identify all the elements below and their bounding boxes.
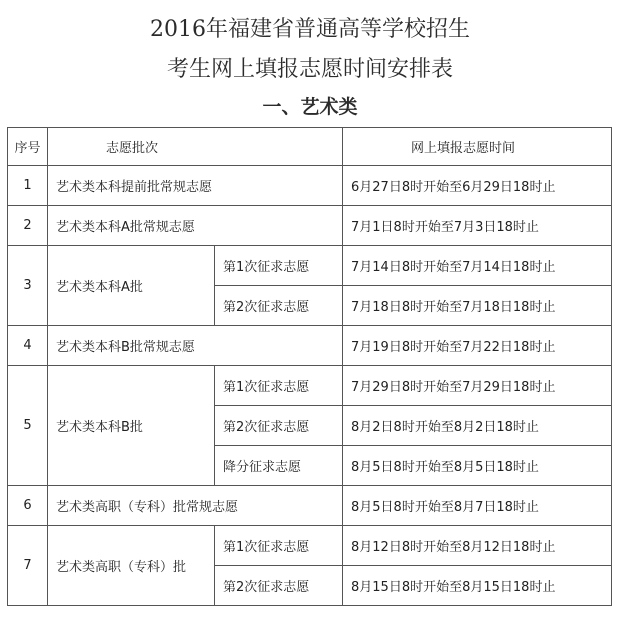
table-row: [8, 246, 612, 286]
batch-name: 艺术类本科A批常规志愿: [48, 206, 343, 246]
sub-batch-name: 第1次征求志愿: [215, 246, 343, 286]
sub-batch-name: 第2次征求志愿: [215, 286, 343, 326]
document-subtitle: 考生网上填报志愿时间安排表: [166, 57, 453, 82]
row-number: 4: [8, 326, 48, 366]
filing-time: 7月14日8时开始至7月14日18时止: [343, 246, 612, 286]
row-number: 1: [8, 166, 48, 206]
table-row: [8, 206, 612, 246]
table-row: [8, 366, 612, 406]
row-number: 7: [8, 526, 48, 606]
document-title: 2016年福建省普通高等学校招生: [150, 17, 470, 42]
filing-time: 7月1日8时开始至7月3日18时止: [343, 206, 612, 246]
row-number: 2: [8, 206, 48, 246]
batch-name: 艺术类本科提前批常规志愿: [48, 166, 343, 206]
filing-time: 7月29日8时开始至7月29日18时止: [343, 366, 612, 406]
batch-name: 艺术类本科B批: [48, 366, 215, 486]
sub-batch-name: 第2次征求志愿: [215, 566, 343, 606]
header-batch: 志愿批次: [48, 128, 343, 166]
row-number: 3: [8, 246, 48, 326]
filing-time: 8月12日8时开始至8月12日18时止: [343, 526, 612, 566]
section-heading: 一、艺术类: [262, 96, 358, 118]
filing-time: 7月18日8时开始至7月18日18时止: [343, 286, 612, 326]
sub-batch-name: 第1次征求志愿: [215, 366, 343, 406]
batch-name: 艺术类本科A批: [48, 246, 215, 326]
filing-time: 8月5日8时开始至8月5日18时止: [343, 446, 612, 486]
sub-batch-name: 降分征求志愿: [215, 446, 343, 486]
table-row: [8, 526, 612, 566]
schedule-table: [7, 127, 612, 606]
filing-time: 7月19日8时开始至7月22日18时止: [343, 326, 612, 366]
filing-time: 6月27日8时开始至6月29日18时止: [343, 166, 612, 206]
table-body: [8, 166, 612, 606]
batch-name: 艺术类本科B批常规志愿: [48, 326, 343, 366]
header-time: 网上填报志愿时间: [343, 128, 612, 166]
sub-batch-name: 第1次征求志愿: [215, 526, 343, 566]
table-row: [8, 486, 612, 526]
table-row: [8, 166, 612, 206]
header-no: 序号: [8, 128, 48, 166]
table-row: [8, 326, 612, 366]
filing-time: 8月2日8时开始至8月2日18时止: [343, 406, 612, 446]
batch-name: 艺术类高职（专科）批: [48, 526, 215, 606]
row-number: 6: [8, 486, 48, 526]
sub-batch-name: 第2次征求志愿: [215, 406, 343, 446]
filing-time: 8月5日8时开始至8月7日18时止: [343, 486, 612, 526]
batch-name: 艺术类高职（专科）批常规志愿: [48, 486, 343, 526]
filing-time: 8月15日8时开始至8月15日18时止: [343, 566, 612, 606]
row-number: 5: [8, 366, 48, 486]
table-header-row: [8, 128, 612, 166]
